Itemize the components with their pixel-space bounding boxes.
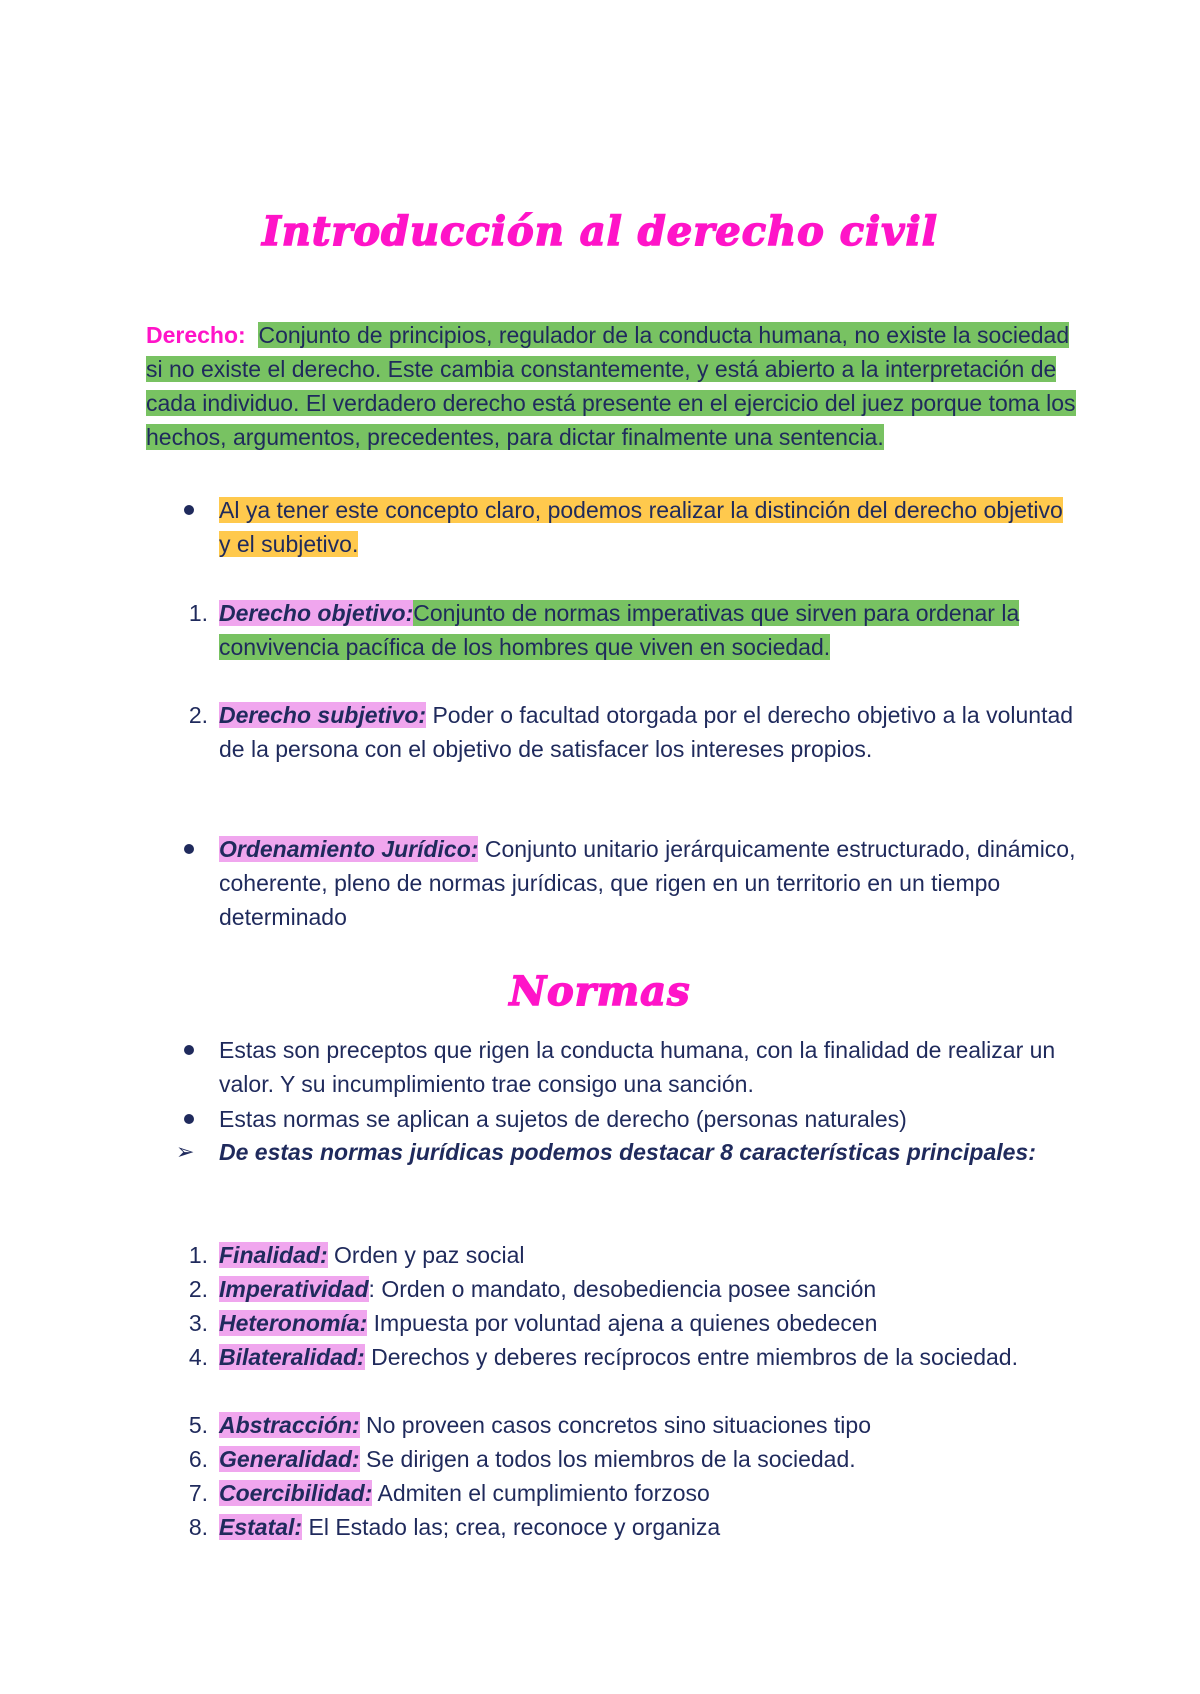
list-item-estatal bbox=[219, 1510, 1079, 1544]
bullet-icon bbox=[184, 1114, 194, 1124]
term-label: Derecho objetivo: bbox=[219, 600, 414, 626]
list-number: 2. bbox=[188, 1276, 208, 1302]
derecho-text: Conjunto de principios, regulador de la conducta humana, no existe la sociedad si no existe el derecho. Este cambia constantemente, y está abierto a la interpretación de cada individuo. El verdadero derecho está presente en el ejercicio del juez porque toma los hechos, argumentos, precedentes, para dictar finalmente una sentencia. bbox=[146, 322, 1076, 450]
term-label: Estatal: bbox=[219, 1514, 303, 1540]
term-definition: Conjunto de normas imperativas que sirven para ordenar la convivencia pacífica de los hombres que viven en sociedad. bbox=[219, 600, 1020, 660]
list-item-derecho-subjetivo bbox=[219, 698, 1079, 766]
term-label: Bilateralidad: bbox=[219, 1344, 365, 1370]
term-definition: No proveen casos concretos sino situaciones tipo bbox=[365, 1412, 871, 1438]
term-definition: Admiten el cumplimiento forzoso bbox=[377, 1480, 710, 1506]
term-definition: Derechos y deberes recíprocos entre miembros de la sociedad. bbox=[371, 1344, 1018, 1370]
term-label: Imperatividad bbox=[219, 1276, 369, 1302]
derecho-label: Derecho: bbox=[146, 322, 246, 348]
list-item-finalidad bbox=[219, 1238, 1079, 1272]
list-item-imperatividad bbox=[219, 1272, 1079, 1306]
list-number: 1. bbox=[188, 1242, 208, 1268]
list-number: 6. bbox=[188, 1446, 208, 1472]
list-item-derecho-objetivo bbox=[219, 596, 1079, 664]
term-separator: : bbox=[368, 1276, 375, 1302]
bullet-icon bbox=[184, 844, 194, 854]
term-label: Ordenamiento Jurídico: bbox=[219, 836, 479, 862]
term-definition: Conjunto unitario jerárquicamente estructurado, dinámico, coherente, pleno de normas jurídicas, que rigen en un territorio en un tiempo determinado bbox=[219, 836, 1076, 930]
list-number: 2. bbox=[188, 702, 208, 728]
term-definition: El Estado las; crea, reconoce y organiza bbox=[308, 1514, 721, 1540]
term-label: Heteronomía: bbox=[219, 1310, 368, 1336]
list-item-coercibilidad bbox=[219, 1476, 1079, 1510]
list-number: 7. bbox=[188, 1480, 208, 1506]
term-definition: Poder o facultad otorgada por el derecho objetivo a la voluntad de la persona con el objetivo de satisfacer los intereses propios. bbox=[219, 702, 1074, 762]
term-label: Coercibilidad: bbox=[219, 1480, 373, 1506]
list-number: 4. bbox=[188, 1344, 208, 1370]
bullet-icon bbox=[184, 505, 194, 515]
bullet-concept-text: Al ya tener este concepto claro, podemos realizar la distinción del derecho objetivo y el subjetivo. bbox=[219, 497, 1063, 557]
term-label: Derecho subjetivo: bbox=[219, 702, 427, 728]
list-item-abstraccion bbox=[219, 1408, 1079, 1442]
derecho-definition bbox=[146, 318, 1076, 454]
caracteristicas-intro: De estas normas jurídicas podemos destacar 8 características principales: bbox=[219, 1139, 1036, 1165]
list-item-generalidad bbox=[219, 1442, 1079, 1476]
term-label: Finalidad: bbox=[219, 1242, 328, 1268]
bullet-concept bbox=[219, 493, 1079, 561]
list-item-heteronomia bbox=[219, 1306, 1079, 1340]
term-definition: Orden o mandato, desobediencia posee sanción bbox=[381, 1276, 877, 1302]
term-definition: Orden y paz social bbox=[334, 1242, 525, 1268]
list-item-bilateralidad bbox=[219, 1340, 1079, 1374]
list-number: 5. bbox=[188, 1412, 208, 1438]
list-number: 3. bbox=[188, 1310, 208, 1336]
term-definition: Se dirigen a todos los miembros de la sociedad. bbox=[366, 1446, 856, 1472]
term-label: Generalidad: bbox=[219, 1446, 360, 1472]
page-title: Introducción al derecho civil bbox=[262, 208, 938, 255]
normas-bullet: Estas son preceptos que rigen la conducta humana, con la finalidad de realizar un valor. Y su incumplimiento trae consigo una sanción. bbox=[219, 1037, 1056, 1097]
section-title-normas: Normas bbox=[509, 968, 691, 1015]
list-number: 8. bbox=[188, 1514, 208, 1540]
normas-bullet: Estas normas se aplican a sujetos de derecho (personas naturales) bbox=[219, 1106, 907, 1132]
ordenamiento-item bbox=[219, 832, 1079, 934]
bullet-icon bbox=[184, 1045, 194, 1055]
term-definition: Impuesta por voluntad ajena a quienes obedecen bbox=[373, 1310, 878, 1336]
arrow-bullet-icon: ➢ bbox=[176, 1139, 195, 1164]
list-number: 1. bbox=[188, 600, 208, 626]
term-label: Abstracción: bbox=[219, 1412, 360, 1438]
